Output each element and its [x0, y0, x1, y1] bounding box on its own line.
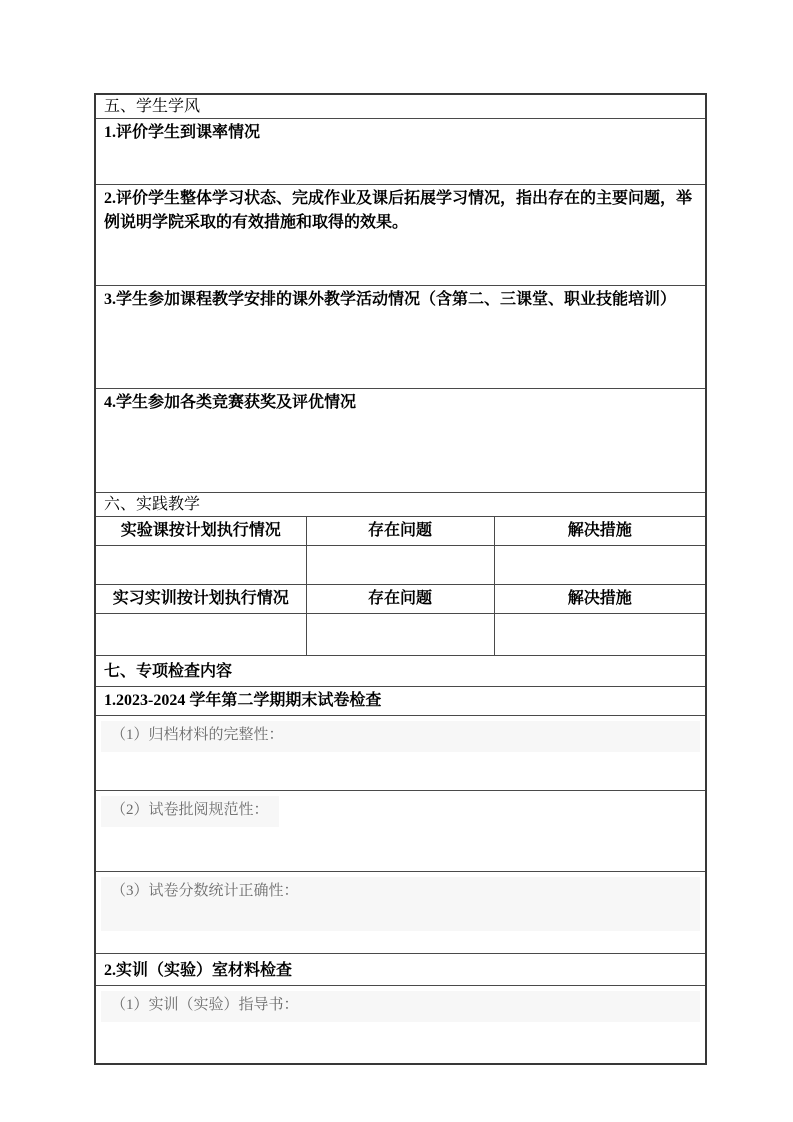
section5-title-row — [95, 94, 706, 119]
section7-sub2-title-row — [95, 954, 706, 986]
form-field-row — [95, 986, 706, 1064]
section5-title: 五、学生学风 — [95, 94, 706, 119]
practice-grid-header-row-2 — [95, 585, 706, 614]
empty-cell[interactable] — [95, 546, 306, 585]
section6-title: 六、实践教学 — [95, 493, 706, 517]
score-statistics-field[interactable]: （3）试卷分数统计正确性： — [101, 877, 700, 931]
section5-item-row — [95, 185, 706, 286]
form-field-row — [95, 872, 706, 954]
grid-header-solutions: 解决措施 — [494, 585, 706, 614]
practice-grid-empty-row-1 — [95, 546, 706, 585]
practice-grid-header-row-1 — [95, 517, 706, 546]
empty-cell[interactable] — [306, 546, 494, 585]
inspection-form-table — [94, 93, 707, 1065]
grid-header-internship-plan: 实习实训按计划执行情况 — [95, 585, 306, 614]
grid-header-solutions: 解决措施 — [494, 517, 706, 546]
section5-item-1-cell[interactable]: 1.评价学生到课率情况 — [95, 119, 706, 185]
archive-completeness-cell — [95, 716, 706, 791]
grid-header-problems: 存在问题 — [306, 585, 494, 614]
lab-material-check-title: 2.实训（实验）室材料检查 — [95, 954, 706, 986]
section7-title-row — [95, 656, 706, 687]
empty-cell[interactable] — [494, 614, 706, 656]
section7-title: 七、专项检查内容 — [95, 656, 706, 687]
section6-title-row — [95, 493, 706, 517]
section5-item-4-cell[interactable]: 4.学生参加各类竞赛获奖及评优情况 — [95, 389, 706, 493]
empty-cell[interactable] — [95, 614, 306, 656]
grading-standard-field[interactable]: （2）试卷批阅规范性： — [101, 796, 279, 826]
empty-cell[interactable] — [306, 614, 494, 656]
form-field-row — [95, 716, 706, 791]
section7-sub1-title-row — [95, 687, 706, 716]
section5-item-row — [95, 286, 706, 389]
section5-item-row — [95, 389, 706, 493]
grid-header-problems: 存在问题 — [306, 517, 494, 546]
form-field-row — [95, 791, 706, 872]
grading-standard-cell — [95, 791, 706, 872]
archive-completeness-field[interactable]: （1）归档材料的完整性： — [101, 721, 700, 751]
section5-item-row — [95, 119, 706, 185]
training-guide-field[interactable]: （1）实训（实验）指导书： — [101, 991, 700, 1021]
section5-item-3-cell[interactable]: 3.学生参加课程教学安排的课外教学活动情况（含第二、三课堂、职业技能培训） — [95, 286, 706, 389]
practice-grid-empty-row-2 — [95, 614, 706, 656]
empty-cell[interactable] — [494, 546, 706, 585]
grid-header-experiment-plan: 实验课按计划执行情况 — [95, 517, 306, 546]
exam-paper-check-title: 1.2023-2024 学年第二学期期末试卷检查 — [95, 687, 706, 716]
score-statistics-cell — [95, 872, 706, 954]
training-guide-cell — [95, 986, 706, 1064]
section5-item-2-cell[interactable]: 2.评价学生整体学习状态、完成作业及课后拓展学习情况，指出存在的主要问题，举例说明学院采取的有效措施和取得的效果。 — [95, 185, 706, 286]
